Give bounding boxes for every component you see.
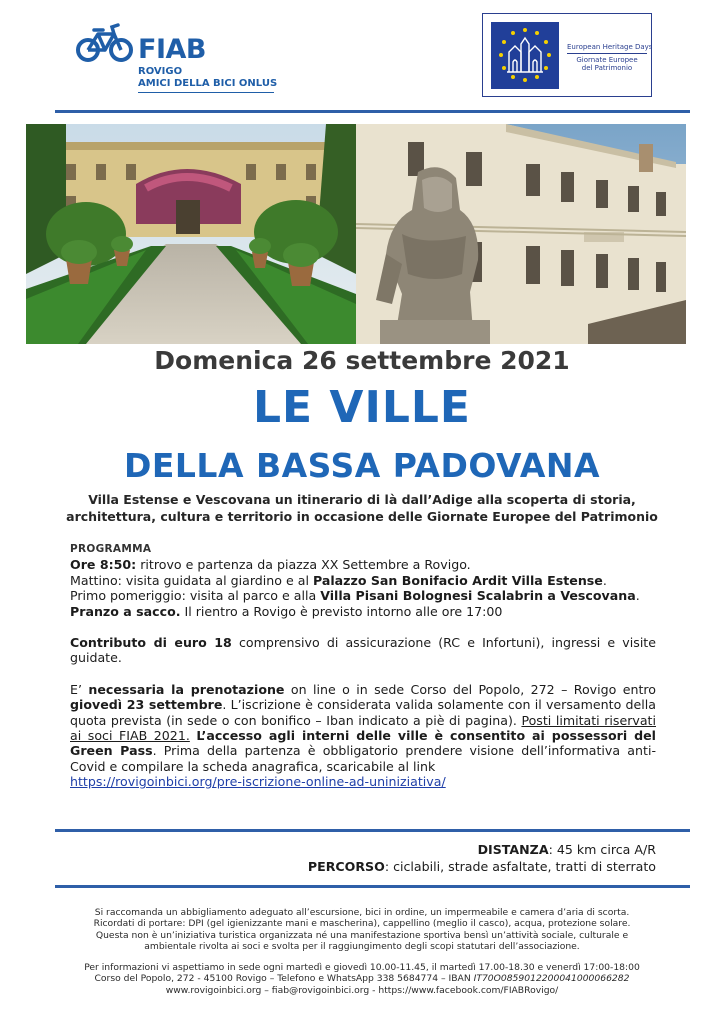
program-line1 (70, 557, 656, 572)
program-highlight: Villa Pisani Bolognesi Scalabrin a Vescovana (320, 588, 636, 604)
booking-paragraph (70, 682, 656, 790)
contribution-paragraph (70, 635, 656, 666)
booking-limited-places: Posti limitati riservati ai soci FIAB 2021. (70, 712, 656, 744)
logo-city: ROVIGO (138, 66, 183, 77)
ehd-line1: European Heritage Days (567, 43, 653, 51)
program-text: . (635, 588, 640, 604)
route-label: PERCORSO (307, 859, 385, 874)
program-time: Ore 8:50: (70, 557, 137, 573)
villa-garden-photo (26, 124, 356, 344)
program-text: . (602, 572, 607, 588)
program-text: Il rientro a Rovigo è previsto intorno alle ore 17:00 (180, 603, 503, 619)
program-highlight: Palazzo San Bonifacio Ardit Villa Estense (312, 572, 603, 588)
route-row (308, 858, 656, 875)
program-body (70, 542, 656, 790)
footer-note: Questa non è un’iniziativa turistica organizzata né una manifestazione sportiva bensì un’attività sociale, culturale e (95, 929, 629, 941)
registration-link[interactable]: https://rovigoinbici.org/pre-iscrizione-online-ad-uniniziativa/ (70, 774, 446, 790)
header (0, 0, 724, 112)
address-line (40, 973, 684, 984)
program-highlight: Pranzo a sacco. (70, 603, 181, 619)
office-hours: Per informazioni vi aspettiamo in sede ogni martedì e giovedì 10.00-11.45, il martedì 17.00-18.30 e venerdì 17:00-18:00 (84, 962, 640, 973)
eu-flag-icon (491, 22, 559, 89)
ehd-line2: Giornate Europee del Patrimonio (576, 56, 638, 73)
top-divider (55, 110, 690, 113)
bicycle-icon (76, 22, 134, 64)
villa-statue-photo (356, 124, 686, 344)
divider-lower (55, 885, 690, 888)
subtitle (40, 491, 684, 525)
distance-row (308, 841, 656, 858)
ehd-rule (567, 53, 647, 54)
european-heritage-days-logo (482, 13, 652, 97)
footer-note: Ricordati di portare: DPI (gel igienizzante mani e mascherina), cappellino (meglio il casco), acqua, protezione solare. (93, 918, 631, 930)
footer-contacts (40, 962, 684, 996)
program-line4 (70, 604, 656, 619)
program-line2 (70, 573, 656, 588)
program-label: PROGRAMMA (70, 543, 152, 555)
distance-value: : 45 km circa A/R (548, 842, 656, 857)
divider-upper (55, 829, 690, 832)
title-line1: LE VILLE (253, 382, 471, 433)
footer-notes (40, 907, 684, 952)
program-text: Primo pomeriggio: visita al parco e alla (70, 588, 321, 604)
photo-banner (26, 124, 686, 344)
booking-deadline: giovedì 23 settembre (70, 697, 223, 713)
footer-note: ambientale rivolta ai soci e svolta per il raggiungimento degli scopi statutari dell’associazione. (144, 940, 580, 952)
address-text: Corso del Popolo, 272 - 45100 Rovigo – Telefono e WhatsApp 338 5684774 – IBAN (94, 973, 474, 985)
contribution-amount: Contributo di euro 18 (70, 635, 232, 651)
iban: IT70O0859012200041000066282 (473, 973, 630, 985)
subtitle-line1: Villa Estense e Vescovana un itinerario di là dall’Adige alla scoperta di storia, (88, 492, 636, 507)
footer-note: Si raccomanda un abbigliamento adeguato all’escursione, bici in ordine, un impermeabile e camera d’aria di scorta. (94, 907, 630, 918)
program-line3 (70, 588, 656, 603)
web-contacts: www.rovigoinbici.org – fiab@rovigoinbici.org - https://www.facebook.com/FIABRovigo/ (165, 984, 559, 996)
logo-name: FIAB (138, 34, 206, 65)
booking-highlight: necessaria la prenotazione (88, 681, 285, 697)
subtitle-line2: architettura, cultura e territorio in occasione delle Giornate Europee del Patrimonio (66, 509, 658, 524)
title-line2: DELLA BASSA PADOVANA (123, 446, 601, 485)
booking-text: . Prima della partenza è obbligatorio prendere visione dell’informativa anti-Covid e compilare la scheda anagrafica, scaricabile al link (70, 743, 656, 774)
logo-rule (138, 92, 274, 93)
event-date: Domenica 26 settembre 2021 (154, 346, 570, 375)
booking-text: on line o in sede Corso del Popolo, 272 – Rovigo entro (284, 681, 657, 697)
distance-label: DISTANZA (477, 842, 549, 857)
booking-text: E’ (70, 681, 89, 697)
logo-subtitle: AMICI DELLA BICI ONLUS (138, 78, 278, 89)
green-pass-notice: L’accesso agli interni delle ville è consentito ai possessori del Green Pass (70, 728, 656, 759)
program-text: ritrovo e partenza da piazza XX Settembre a Rovigo. (136, 557, 471, 573)
program-text: Mattino: visita guidata al giardino e al (70, 572, 313, 588)
booking-text: . L’iscrizione è considerata valida solamente con il versamento della quota prevista (in sede o con bonifico – Iban indicato a piè di pagina). (70, 697, 656, 728)
contribution-text: comprensivo di assicurazione (RC e Infortuni), ingressi e visite guidate. (70, 635, 656, 666)
fiab-logo (76, 22, 286, 94)
route-value: : ciclabili, strade asfaltate, tratti di sterrato (384, 859, 656, 874)
route-info (308, 841, 656, 875)
